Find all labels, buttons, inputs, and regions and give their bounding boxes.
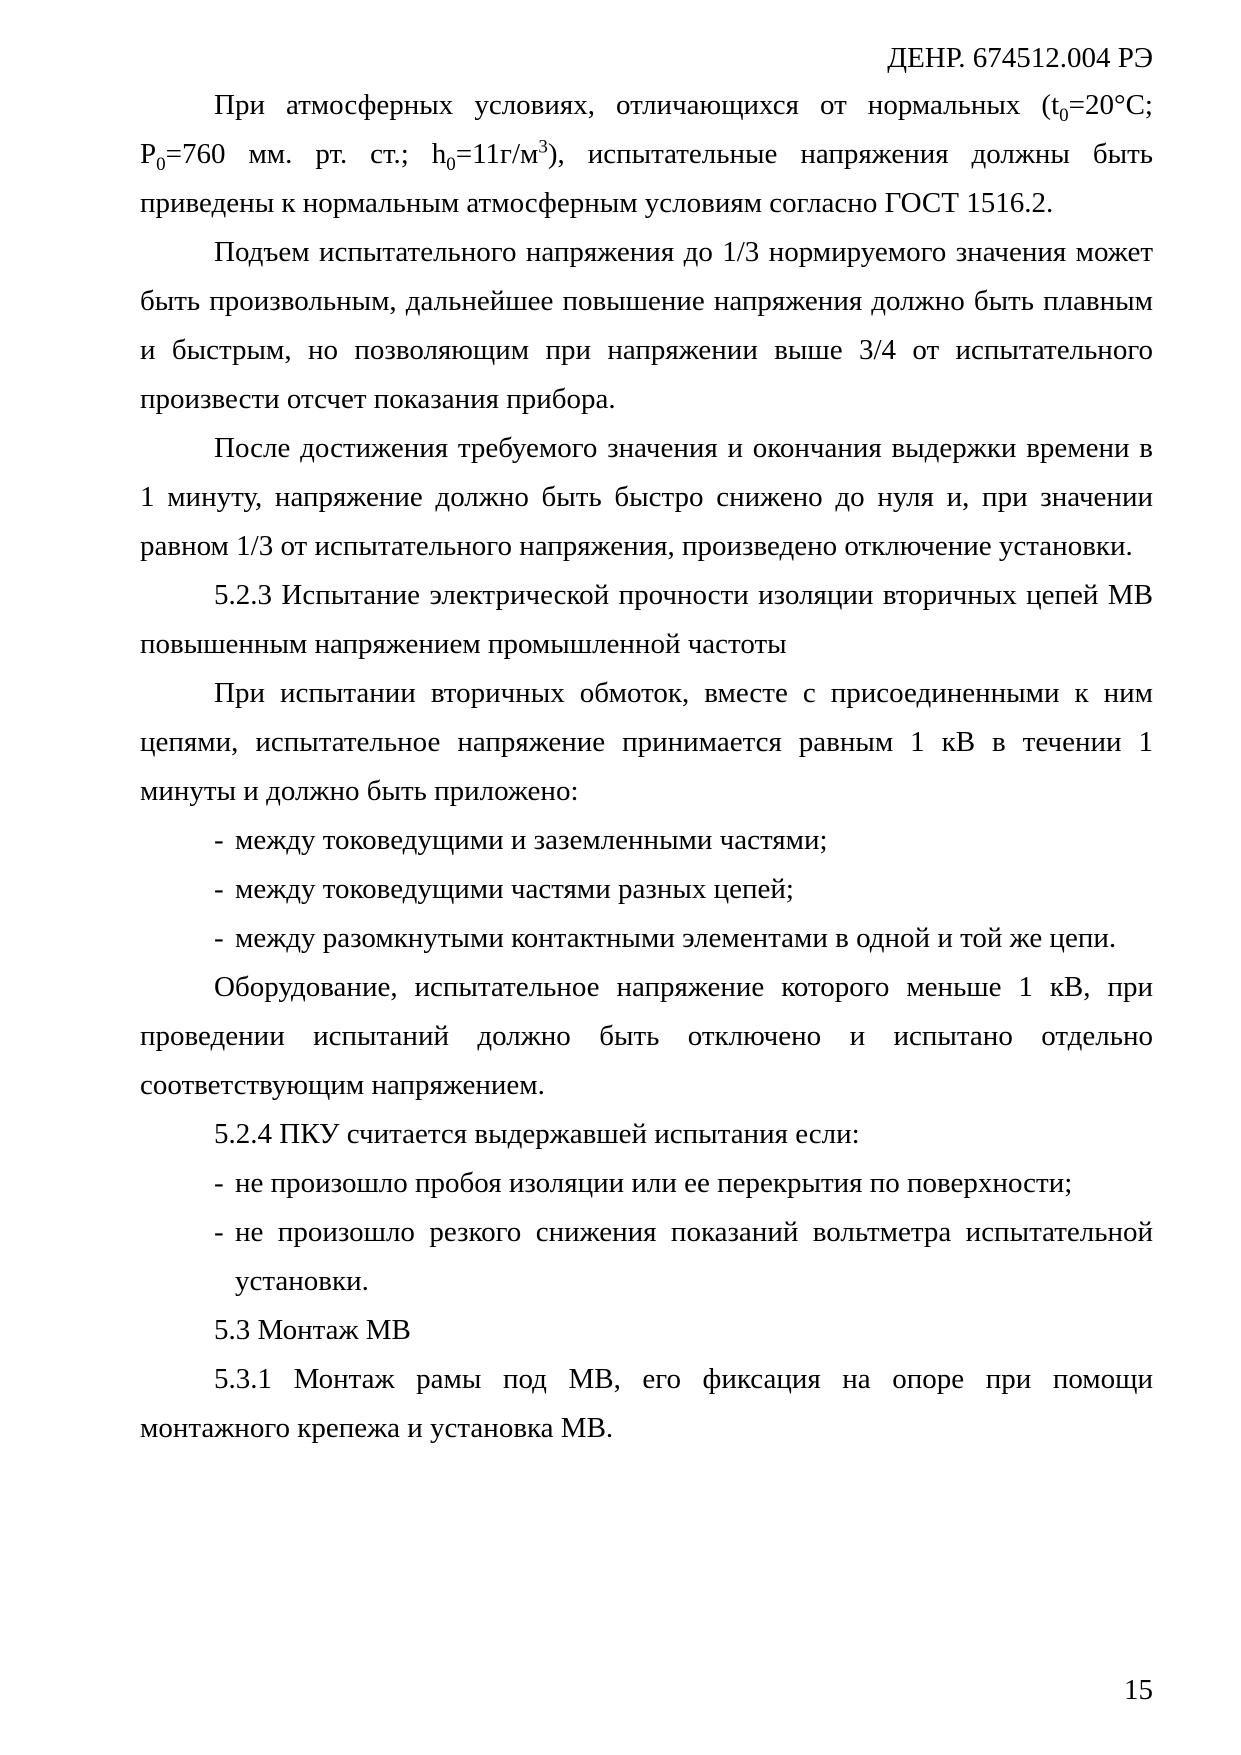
text-run: После достижения требуемого значения и окончания выдержки времени в 1 минуту, напряжение должно быть быстро снижено до нуля и, при значении равном 1/3 от испытательного напряжения, произведено отключение установки. bbox=[140, 432, 1153, 562]
list-item bbox=[140, 1208, 1153, 1306]
subscript-text: 0 bbox=[156, 153, 166, 175]
text-run: не произошло резкого снижения показаний вольтметра испытательной установки. bbox=[235, 1216, 1153, 1297]
text-run: ), испытательные напряжения должны быть приведены к нормальным атмосферным условиям согласно ГОСТ 1516.2. bbox=[140, 138, 1153, 219]
paragraph bbox=[140, 81, 1153, 228]
list-item bbox=[140, 1159, 1153, 1208]
list-dash-marker: - bbox=[214, 873, 224, 905]
list-item-text bbox=[235, 1216, 1153, 1297]
document-body bbox=[140, 81, 1153, 1453]
text-run: 5.2.4 ПКУ считается выдержавшей испытания если: bbox=[214, 1118, 860, 1150]
text-run: не произошло пробоя изоляции или ее перекрытия по поверхности; bbox=[235, 1167, 1073, 1199]
text-run: При атмосферных условиях, отличающихся от нормальных (t bbox=[214, 89, 1060, 121]
subscript-text: 0 bbox=[446, 153, 456, 175]
supscript-text: 3 bbox=[538, 136, 548, 158]
list-dash-marker: - bbox=[214, 1167, 224, 1199]
text-run: =20°С; Р bbox=[140, 89, 1153, 170]
paragraph bbox=[140, 571, 1153, 669]
list-item bbox=[140, 865, 1153, 914]
text-run: 5.2.3 Испытание электрической прочности изоляции вторичных цепей МВ повышенным напряжением промышленной частоты bbox=[140, 579, 1153, 660]
text-run: При испытании вторичных обмоток, вместе с присоединенными к ним цепями, испытательное напряжение принимается равным 1 кВ в течении 1 минуты и должно быть приложено: bbox=[140, 677, 1153, 807]
page-number: 15 bbox=[1124, 1674, 1153, 1706]
list-dash-marker: - bbox=[214, 922, 224, 954]
subscript-text: 0 bbox=[1059, 104, 1069, 126]
text-run: Оборудование, испытательное напряжение которого меньше 1 кВ, при проведении испытаний должно быть отключено и испытано отдельно соответствующим напряжением. bbox=[140, 971, 1153, 1101]
text-run: между токоведущими частями разных цепей; bbox=[235, 873, 794, 905]
paragraph bbox=[140, 1355, 1153, 1453]
paragraph bbox=[140, 228, 1153, 424]
paragraph bbox=[140, 963, 1153, 1110]
text-run: 5.3 Монтаж МВ bbox=[214, 1314, 411, 1346]
list-item-text bbox=[235, 824, 828, 856]
text-run: =760 мм. рт. ст.; h bbox=[165, 138, 447, 170]
list-item-text bbox=[235, 922, 1116, 954]
text-run: между разомкнутыми контактными элементами в одной и той же цепи. bbox=[235, 922, 1117, 954]
list-item-text bbox=[235, 873, 794, 905]
paragraph bbox=[140, 1110, 1153, 1159]
paragraph bbox=[140, 669, 1153, 816]
list-dash-marker: - bbox=[214, 1216, 224, 1248]
list-item-text bbox=[235, 1167, 1072, 1199]
paragraph bbox=[140, 1306, 1153, 1355]
list-dash-marker: - bbox=[214, 824, 224, 856]
text-run: между токоведущими и заземленными частями; bbox=[235, 824, 828, 856]
list-item bbox=[140, 914, 1153, 963]
document-code-header: ДЕНР. 674512.004 РЭ bbox=[887, 42, 1153, 74]
text-run: Подъем испытательного напряжения до 1/3 нормируемого значения может быть произвольным, дальнейшее повышение напряжения должно быть плавным и быстрым, но позволяющим при напряжении выше 3/4 от испытательного произвести отсчет показания прибора. bbox=[140, 236, 1153, 415]
text-run: 5.3.1 Монтаж рамы под МВ, его фиксация на опоре при помощи монтажного крепежа и установка МВ. bbox=[140, 1363, 1153, 1444]
list-item bbox=[140, 816, 1153, 865]
text-run: =11г/м bbox=[455, 138, 539, 170]
paragraph bbox=[140, 424, 1153, 571]
